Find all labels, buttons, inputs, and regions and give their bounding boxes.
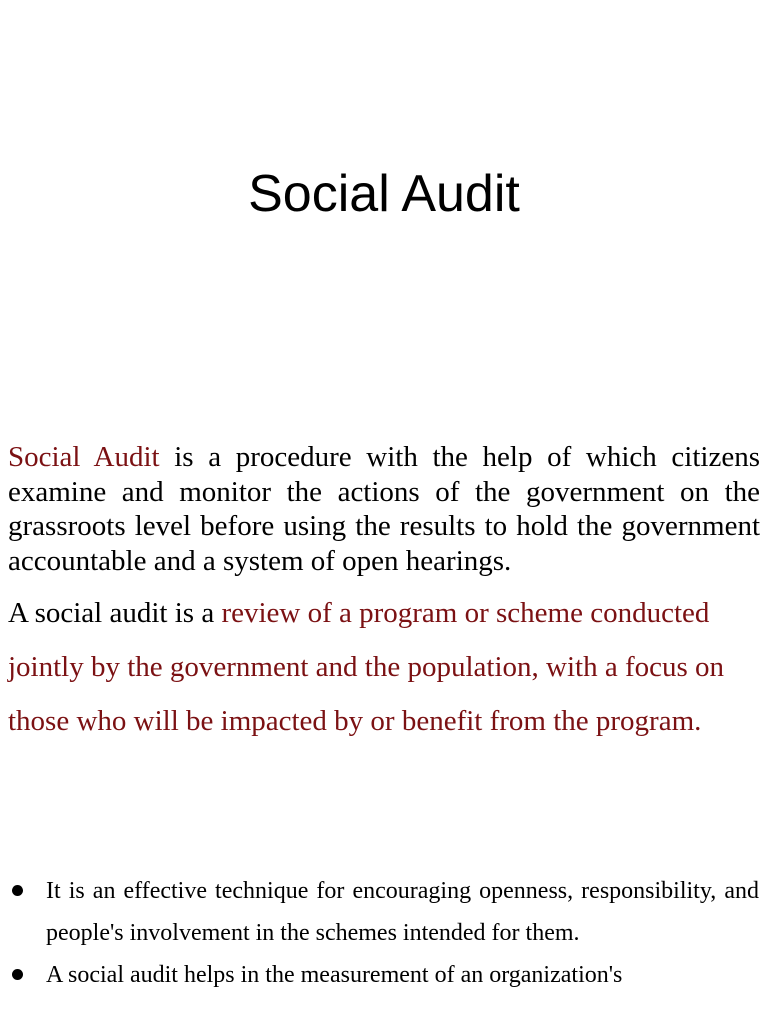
review-paragraph xyxy=(8,586,760,748)
bullet-text: A social audit helps in the measurement of an organization's xyxy=(46,962,623,988)
definition-term: Social Audit xyxy=(8,441,160,473)
bullet-list xyxy=(0,870,768,996)
definition-text: is a procedure with the help of which citizens examine and monitor the actions of the government on the grassroots level before using the results to hold the government accountable and a system of open hearings. xyxy=(8,441,760,577)
definition-paragraph xyxy=(8,440,760,578)
bullet-dot-icon xyxy=(12,969,23,980)
review-prefix: A social audit is a xyxy=(8,597,222,629)
bullet-dot-icon xyxy=(12,885,23,896)
bullet-text: It is an effective technique for encouraging openness, responsibility, and people's involvement in the schemes intended for them. xyxy=(46,878,759,946)
review-highlight: review of a program or scheme conducted jointly by the government and the population, with a focus on those who will be impacted by or benefit from the program. xyxy=(8,597,725,737)
slide-title: Social Audit xyxy=(248,165,520,223)
bullet-item xyxy=(0,954,768,996)
bullet-item xyxy=(0,870,768,954)
